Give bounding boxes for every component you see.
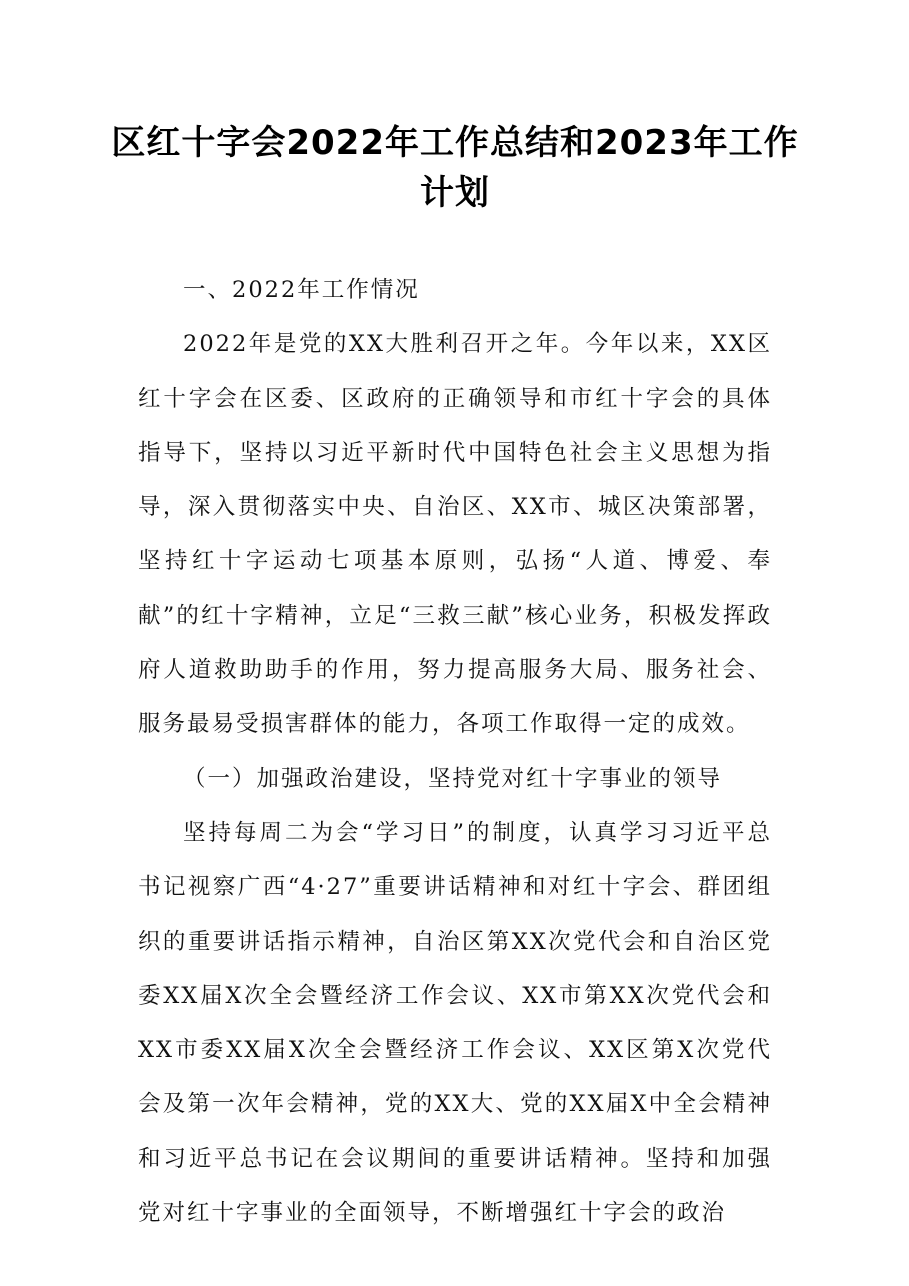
document-title: 区红十字会2022年工作总结和2023年工作计划	[111, 123, 799, 213]
political-building-paragraph: 坚持每周二为会“学习日”的制度，认真学习习近平总书记视察广西“4·27”重要讲话精神和对红十字会、群团组织的重要讲话指示精神，自治区第XX次党代会和自治区党委XX届X次全会暨经济工作会议、XX市第XX次党代会和XX市委XX届X次全会暨经济工作会议、XX区第X次党代会及第一次年会精神，党的XX大、党的XX届X中全会精神和习近平总书记在会议期间的重要讲话精神。坚持和加强党对红十字事业的全面领导，不断增强红十字会的政治	[138, 819, 772, 1227]
section-heading-2022-work: 一、2022年工作情况	[183, 277, 420, 303]
intro-paragraph: 2022年是党的XX大胜利召开之年。今年以来，XX区红十字会在区委、区政府的正确领导和市红十字会的具体指导下，坚持以习近平新时代中国特色社会主义思想为指导，深入贯彻落实中央、自治区、XX市、城区决策部署，坚持红十字运动七项基本原则，弘扬“人道、博爱、奉献”的红十字精神，立足“三救三献”核心业务，积极发挥政府人道救助助手的作用，努力提高服务大局、服务社会、服务最易受损害群体的能力，各项工作取得一定的成效。	[138, 331, 772, 738]
document-body	[138, 263, 772, 1240]
subsection-heading-political-building: （一）加强政治建设，坚持党对红十字事业的领导	[183, 765, 723, 792]
